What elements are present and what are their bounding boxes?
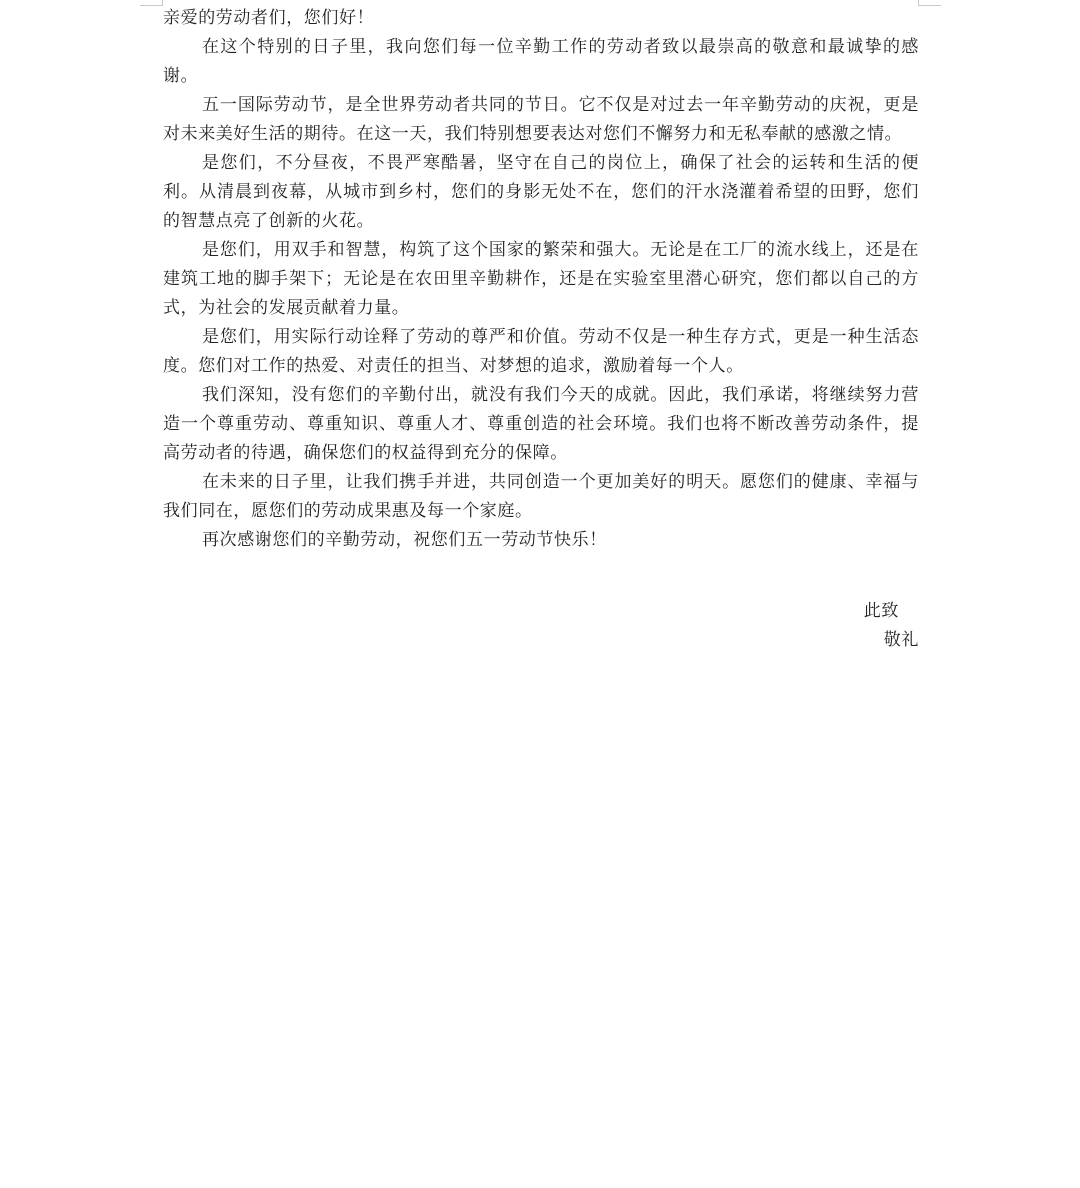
letter-greeting: 亲爱的劳动者们，您们好！ — [163, 8, 375, 28]
closing-regards: 敬礼 — [883, 630, 919, 650]
closing-salutation: 此致 — [863, 601, 899, 621]
letter-paragraph: 在未来的日子里，让我们携手并进，共同创造一个更加美好的明天。愿您们的健康、幸福与我们同在，愿您们的劳动成果惠及每一个家庭。 — [163, 472, 919, 521]
page-corner-mark-left — [140, 0, 163, 6]
letter-body — [163, 4, 919, 555]
letter-paragraph: 我们深知，没有您们的辛勤付出，就没有我们今天的成就。因此，我们承诺，将继续努力营造一个尊重劳动、尊重知识、尊重人才、尊重创造的社会环境。我们也将不断改善劳动条件，提高劳动者的待遇，确保您们的权益得到充分的保障。 — [163, 385, 919, 463]
letter-paragraph: 是您们，用双手和智慧，构筑了这个国家的繁荣和强大。无论是在工厂的流水线上，还是在建筑工地的脚手架下；无论是在农田里辛勤耕作，还是在实验室里潜心研究，您们都以自己的方式，为社会的发展贡献着力量。 — [163, 240, 919, 318]
letter-paragraph: 是您们，用实际行动诠释了劳动的尊严和价值。劳动不仅是一种生存方式，更是一种生活态度。您们对工作的热爱、对责任的担当、对梦想的追求，激励着每一个人。 — [163, 327, 919, 376]
letter-paragraph: 在这个特别的日子里，我向您们每一位辛勤工作的劳动者致以最崇高的敬意和最诚挚的感谢。 — [163, 37, 919, 86]
page-corner-mark-right — [918, 0, 941, 6]
letter-closing — [163, 597, 919, 655]
letter-paragraph: 五一国际劳动节，是全世界劳动者共同的节日。它不仅是对过去一年辛勤劳动的庆祝，更是对未来美好生活的期待。在这一天，我们特别想要表达对您们不懈努力和无私奉献的感激之情。 — [163, 95, 919, 144]
letter-paragraph: 是您们，不分昼夜，不畏严寒酷暑，坚守在自己的岗位上，确保了社会的运转和生活的便利。从清晨到夜幕，从城市到乡村，您们的身影无处不在，您们的汗水浇灌着希望的田野，您们的智慧点亮了创新的火花。 — [163, 153, 919, 231]
letter-paragraph: 再次感谢您们的辛勤劳动，祝您们五一劳动节快乐！ — [202, 530, 607, 550]
